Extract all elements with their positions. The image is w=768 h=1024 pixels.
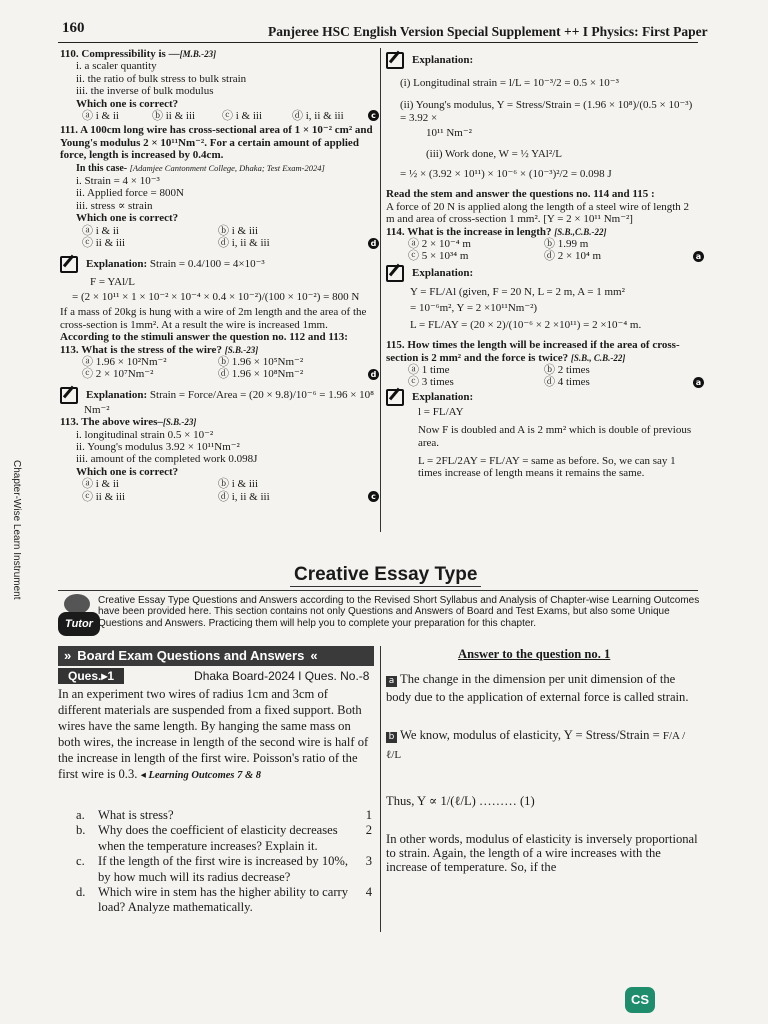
sub-question: a. What is stress? 1: [76, 808, 372, 822]
column-divider: [380, 646, 381, 932]
q111-stem: 111. A 100cm long wire has cross-sectional area of 1 × 10⁻² cm² and Young's modulus 2 × 10¹¹Nm⁻². For a certain amount of applied force, length is increased by 0.4cm.: [60, 124, 373, 162]
answer-badge: a: [693, 251, 704, 262]
explanation-line: Strain = Force/Area = (20 × 9.8)/10⁻⁶ = 1.96 × 10⁸: [149, 388, 375, 401]
answer-badge: c: [368, 110, 379, 121]
q113b-item: ii. Young's modulus 3.92 × 10¹¹Nm⁻²: [76, 440, 240, 453]
explanation-line: Nm⁻²: [84, 403, 110, 416]
option[interactable]: ⓓ 1.96 × 10⁸Nm⁻²: [218, 368, 304, 381]
explanation-line: (ii) Young's modulus, Y = Stress/Strain = (1.96 × 10⁸)/(0.5 × 10⁻³) = 3.92 ×: [400, 99, 693, 124]
answer-title: Answer to the question no. 1: [458, 647, 611, 661]
q111-item: ii. Applied force = 800N: [76, 187, 184, 200]
stem-text: A force of 20 N is applied along the length of a steel wire of length 2 m and area of cross-section 1 mm². [Y = 2 × 10¹¹ Nm⁻²]: [386, 200, 690, 226]
column-divider: [380, 48, 381, 532]
pencil-icon: [60, 256, 78, 273]
option[interactable]: ⓓ i, ii & iii: [218, 490, 270, 503]
option[interactable]: ⓐ 2 × 10⁻⁴ m: [408, 238, 471, 251]
section-rule: [58, 590, 698, 591]
explanation-line: F = YAl/L: [90, 275, 135, 288]
explanation-line: (iii) Work done, W = ½ YAl²/L: [426, 147, 562, 160]
explanation-line: (i) Longitudinal strain = l/L = 10⁻³/2 = 0.5 × 10⁻³: [400, 77, 619, 89]
explanation-line: = ½ × (3.92 × 10¹¹) × 10⁻⁶ × (10⁻³)²/2 = 0.098 J: [400, 168, 612, 181]
option[interactable]: ⓑ 2 times: [544, 363, 590, 376]
q110-ask: Which one is correct?: [76, 97, 179, 110]
answer-badge: a: [693, 377, 704, 388]
pencil-icon: [386, 389, 404, 406]
q110-item: iii. the inverse of bulk modulus: [76, 85, 214, 98]
label-b-icon: b: [386, 732, 397, 743]
q110-item: i. a scaler quantity: [76, 60, 157, 73]
explanation-line: 10¹¹ Nm⁻²: [426, 127, 472, 140]
double-chevron-right-icon: »: [64, 648, 72, 663]
question-source: Dhaka Board-2024 I Ques. No.-8: [194, 669, 370, 683]
option[interactable]: ⓒ ii & iii: [82, 490, 126, 503]
header-rule: [58, 42, 698, 43]
option[interactable]: ⓒ i & iii: [222, 110, 263, 123]
explanation-line: = 10⁻⁶m², Y = 2 ×10¹¹Nm⁻²): [410, 302, 538, 315]
pencil-icon: [60, 387, 78, 404]
q110-item: ii. the ratio of bulk stress to bulk strain: [76, 72, 247, 85]
answer-b-line: In other words, modulus of elasticity is inversely proportional to strain. Again, the length of a wire increases with the increase of temperature. So, if the: [386, 832, 698, 874]
section-title: Creative Essay Type: [290, 564, 481, 587]
q113b-ask: Which one is correct?: [76, 465, 179, 478]
option[interactable]: ⓑ i & iii: [218, 224, 259, 237]
board-exam-banner: » Board Exam Questions and Answers «: [58, 646, 374, 666]
answer-a: a The change in the dimension per unit dimension of the body due to the application of external force is called strain.: [386, 672, 689, 704]
right-column: [386, 52, 700, 480]
answer-badge: d: [368, 238, 379, 249]
pencil-icon: [386, 52, 404, 69]
option[interactable]: ⓓ i, ii & iii: [292, 110, 344, 123]
option[interactable]: ⓑ 1.96 × 10⁵Nm⁻²: [218, 355, 304, 368]
option[interactable]: ⓑ ii & iii: [152, 110, 196, 123]
q110-options: [60, 110, 375, 122]
page-number: 160: [62, 20, 85, 36]
option[interactable]: ⓐ i & ii: [82, 478, 119, 491]
answer-b-line: Thus, Y ∝ 1/(ℓ/L) ……… (1): [386, 794, 535, 808]
option[interactable]: ⓒ 5 × 10³⁴ m: [408, 250, 469, 263]
double-chevron-left-icon: «: [310, 648, 318, 663]
q113a-stem: 113. What is the stress of the wire? [S.B.-23]: [60, 343, 259, 356]
side-margin-text: Chapter-Wise Learn Instrument: [11, 460, 22, 600]
option[interactable]: ⓒ 3 times: [408, 376, 454, 389]
option[interactable]: ⓐ 1 time: [408, 363, 450, 376]
q114-explanation: Explanation:: [386, 265, 700, 282]
explanation-line: Now F is doubled and A is 2 mm² which is double of previous area.: [418, 424, 692, 449]
option[interactable]: ⓒ ii & iii: [82, 237, 126, 250]
q115-options: [386, 364, 700, 389]
tutor-logo: Tutor: [58, 612, 100, 636]
stimulus-text: If a mass of 20kg is hung with a wire of 2m length and the area of the cross-section is 1mm². At a result the wire is increased 1mm.: [60, 306, 367, 331]
answer-badge: d: [368, 369, 379, 380]
q112-explanation: Explanation:: [386, 52, 700, 69]
q111-item: i. Strain = 4 × 10⁻³: [76, 175, 160, 188]
question-badge: Ques.▸1: [58, 668, 124, 684]
q111-options: [60, 225, 375, 250]
q115-explanation: Explanation:: [386, 389, 700, 406]
option[interactable]: ⓓ 4 times: [544, 376, 590, 389]
option[interactable]: ⓒ 2 × 10⁷Nm⁻²: [82, 368, 154, 381]
label-a-icon: a: [386, 676, 397, 687]
answer-b: b We know, modulus of elasticity, Y = Stress/Strain = F/A / ℓ/L: [386, 728, 686, 761]
option[interactable]: ⓓ i, ii & iii: [218, 237, 270, 250]
explanation-line: = (2 × 10¹¹ × 1 × 10⁻² × 10⁻⁴ × 0.4 × 10⁻²)/(100 × 10⁻²) = 800 N: [72, 290, 360, 303]
sub-questions: [76, 808, 372, 916]
q113-explanation: Explanation: Strain = Force/Area = (20 × 9.8)/10⁻⁶ = 1.96 × 10⁸: [60, 387, 375, 404]
camscanner-logo: CS: [625, 987, 655, 1013]
stimulus-instruction: According to the stimuli answer the question no. 112 and 113:: [60, 331, 348, 344]
option[interactable]: ⓐ i & ii: [82, 110, 119, 123]
q110-stem: 110. Compressibility is —[M.B.-23]: [60, 48, 217, 60]
section-intro: Creative Essay Type Questions and Answers according to the Revised Short Syllabus and Analysis of Chapter-wise Learning Outcomes have been provided here. This section contains not only Questions and Answers of Board and Test Exams, but also some Unique Questions and Answers. Practicing them will help you to complete your preparation for this chapter.: [98, 595, 700, 629]
option[interactable]: ⓑ 1.99 m: [544, 238, 589, 251]
explanation-line: L = 2FL/2AY = FL/AY = same as before. So, we can say 1 times increase of length means it remains the same.: [418, 454, 676, 480]
question-source-bar: [58, 668, 374, 684]
mascot-icon: [64, 594, 90, 614]
option[interactable]: ⓓ 2 × 10⁴ m: [544, 250, 602, 263]
q111-case: In this case- [Adamjee Cantonment College, Dhaka; Test Exam-2024]: [76, 162, 325, 174]
q114-stem: 114. What is the increase in length? [S.B.,C.B.-22]: [386, 225, 607, 238]
sub-question: c. If the length of the first wire is increased by 10%, by how much will its radius decrease? 3: [76, 854, 372, 884]
sub-question: b. Why does the coefficient of elasticity decreases when the temperature increases? Explain it. 2: [76, 823, 372, 853]
option[interactable]: ⓐ i & ii: [82, 224, 119, 237]
explanation-line: Strain = 0.4/100 = 4×10⁻³: [149, 257, 265, 270]
answer-body: [386, 670, 702, 874]
explanation-line: L = FL/AY = (20 × 2)/(10⁻⁶ × 2 ×10¹¹) = 2 ×10⁻⁴ m.: [410, 318, 642, 331]
q111-ask: Which one is correct?: [76, 212, 179, 225]
learning-outcomes: ◂ Learning Outcomes 7 & 8: [140, 770, 262, 782]
explanation-line: l = FL/AY: [418, 405, 464, 418]
q113b-item: i. longitudinal strain 0.5 × 10⁻²: [76, 428, 214, 441]
q113b-item: iii. amount of the completed work 0.098J: [76, 453, 258, 466]
stem-heading: Read the stem and answer the questions no. 114 and 115 :: [386, 188, 655, 201]
q111-item: iii. stress ∝ strain: [76, 199, 153, 212]
left-column: [60, 48, 375, 503]
sub-question: d. Which wire in stem has the higher ability to carry load? Analyze mathematically. 4: [76, 885, 372, 915]
question-stem: In an experiment two wires of radius 1cm and 3cm of different materials are suspended from a fixed support. Both wires have the same length. By hanging the same mass on both wires, the increase in length of the second wire is half of the increase in length of the first wire. Poisson's ratio of the first wire is 0.3. ◂ Learning Outcomes 7 & 8: [58, 687, 369, 782]
explanation-line: Y = FL/Al (given, F = 20 N, L = 2 m, A = 1 mm²: [410, 285, 625, 298]
q111-explanation: Explanation: Strain = 0.4/100 = 4×10⁻³: [60, 256, 375, 273]
running-header: Panjeree HSC English Version Special Supplement ++ I Physics: First Paper: [268, 24, 708, 39]
option[interactable]: ⓐ 1.96 × 10²Nm⁻²: [82, 355, 167, 368]
q113a-options: [60, 356, 375, 381]
option[interactable]: ⓑ i & iii: [218, 478, 259, 491]
pencil-icon: [386, 265, 404, 282]
q113b-stem: 113. The above wires–[S.B.-23]: [60, 416, 197, 429]
q113b-options: [60, 478, 375, 503]
q115-stem: 115. How times the length will be increased if the area of cross-section is 2 mm² and the force is twice? [S.B., C.B.-22]: [386, 339, 680, 364]
answer-badge: c: [368, 491, 379, 502]
q114-options: [386, 238, 700, 263]
